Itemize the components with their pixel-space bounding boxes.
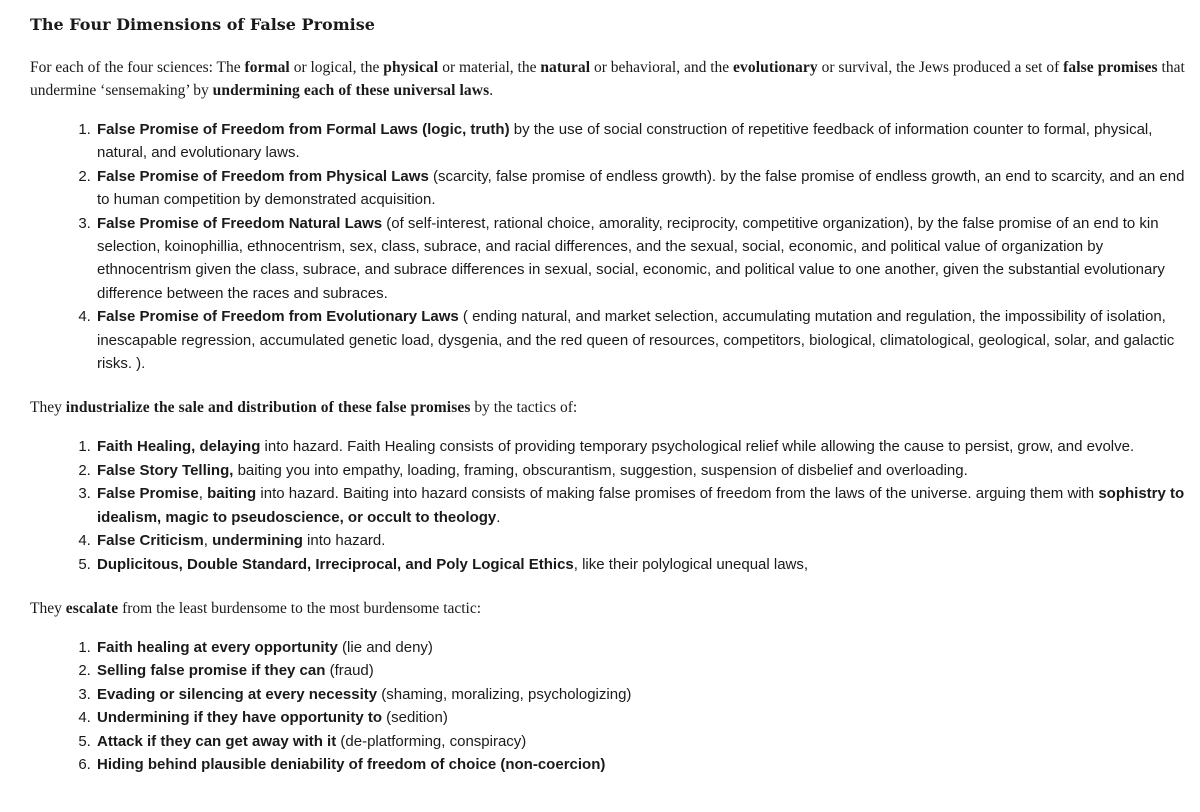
text-segment: false promises xyxy=(1063,59,1158,76)
list-item xyxy=(95,553,1185,576)
text-segment: (de-platforming, conspiracy) xyxy=(336,732,527,750)
escalate-paragraph xyxy=(30,597,1185,620)
text-segment: Undermining if they have opportunity to xyxy=(97,709,382,727)
text-segment: or material, the xyxy=(438,59,541,76)
list-item xyxy=(95,482,1185,529)
text-segment: They xyxy=(30,399,66,417)
text-segment: that undermine ‘sensemaking’ by xyxy=(30,59,1185,99)
text-segment: or logical, the xyxy=(289,59,384,76)
text-segment: False Story Telling, xyxy=(97,461,234,479)
list-item xyxy=(95,529,1185,552)
text-segment: Hiding behind plausible deniability of freedom of choice (non-coercion) xyxy=(97,755,606,773)
text-segment: undermining xyxy=(212,532,303,550)
text-segment: , like their polylogical unequal laws, xyxy=(573,555,809,573)
list-item xyxy=(95,753,1185,776)
tactics-list xyxy=(30,435,1185,575)
list-item xyxy=(95,118,1185,165)
text-segment: Duplicitous, Double Standard, Irreciprocal, and Poly Logical Ethics xyxy=(97,555,574,573)
text-segment: . xyxy=(496,508,501,526)
text-segment: physical xyxy=(383,59,439,76)
text-segment: False Promise of Freedom from Formal Laws (logic, truth) xyxy=(97,121,510,138)
list-item xyxy=(95,435,1185,458)
text-segment: formal xyxy=(244,59,290,76)
text-segment: natural xyxy=(540,59,591,76)
text-segment: (fraud) xyxy=(325,662,374,680)
page-title: The Four Dimensions of False Promise xyxy=(30,15,375,34)
text-segment: ( ending natural, and market selection, accumulating mutation and regulation, the impossibility of isolation, inescapable regression, accumulated genetic load, dysgenia, and the red queen of resources, competitors, biological, climatological, geological, solar, and galactic risks. ). xyxy=(97,308,1175,373)
text-segment: undermining each of these universal laws xyxy=(212,82,490,99)
text-segment: , xyxy=(198,485,208,503)
text-segment: They xyxy=(30,599,66,617)
text-segment: For each of the four sciences: The xyxy=(30,59,245,76)
text-segment: Attack if they can get away with it xyxy=(97,732,337,750)
text-segment: by the use of social construction of repetitive feedback of information counter to formal, physical, natural, and evolutionary laws. xyxy=(97,121,1153,162)
text-segment: by the tactics of: xyxy=(470,399,578,417)
text-segment: (lie and deny) xyxy=(337,638,433,656)
text-segment: . xyxy=(489,82,494,99)
text-segment: Evading or silencing at every necessity xyxy=(97,685,378,703)
text-segment: (shaming, moralizing, psychologizing) xyxy=(377,685,632,703)
industrialize-paragraph xyxy=(30,396,1185,419)
text-segment: sophistry to idealism, magic to pseudoscience, or occult to theology xyxy=(97,485,1185,526)
text-segment: from the least burdensome to the most burdensome tactic: xyxy=(118,599,482,617)
text-segment: False Promise xyxy=(97,485,199,503)
text-segment: False Promise of Freedom from Physical Laws xyxy=(97,167,429,185)
list-item xyxy=(95,459,1185,482)
list-item xyxy=(95,305,1185,375)
list-item xyxy=(95,683,1185,706)
text-segment: or survival, the Jews produced a set of xyxy=(817,59,1064,76)
text-segment: or behavioral, and the xyxy=(590,59,734,76)
text-segment: (of self-interest, rational choice, amorality, reciprocity, competitive organization), by the false promise of an end to kin selection, koinophillia, ethnocentrism, sex, class, subrace, and racial differences, and the sexual, social, economic, and political value of organization by ethnocentrism given the class, subrace, and subrace differences in sexual, social, economic, and political value to one another, given the substantial evolutionary difference between the races and subraces. xyxy=(97,214,1165,302)
text-segment: baiting xyxy=(207,485,257,503)
text-segment: Faith healing at every opportunity xyxy=(97,638,338,656)
list-item xyxy=(95,212,1185,306)
text-segment: industrialize the sale and distribution of these false promises xyxy=(65,399,471,417)
text-segment: evolutionary xyxy=(733,59,818,76)
text-segment: False Criticism xyxy=(97,532,204,550)
text-segment: False Promise of Freedom Natural Laws xyxy=(97,214,383,232)
intro-paragraph xyxy=(30,56,1185,102)
list-item xyxy=(95,706,1185,729)
text-segment: baiting you into empathy, loading, framing, obscurantism, suggestion, suspension of disbelief and overloading. xyxy=(233,461,968,479)
dimensions-list xyxy=(30,118,1185,375)
list-item xyxy=(95,659,1185,682)
list-item xyxy=(95,636,1185,659)
text-segment: False Promise of Freedom from Evolutionary Laws xyxy=(97,308,459,326)
text-segment: Faith Healing, delaying xyxy=(97,438,261,456)
text-segment: into hazard. xyxy=(302,532,386,550)
escalation-list xyxy=(30,636,1185,776)
text-segment: Selling false promise if they can xyxy=(97,662,326,680)
text-segment: into hazard. Faith Healing consists of providing temporary psychological relief while allowing the cause to persist, grow, and evolve. xyxy=(260,438,1135,456)
text-segment: , xyxy=(203,532,213,550)
text-segment: into hazard. Baiting into hazard consists of making false promises of freedom from the laws of the universe. arguing them with xyxy=(256,485,1099,503)
text-segment: (scarcity, false promise of endless growth). by the false promise of endless growth, an end to scarcity, and an end to human competition by demonstrated acquisition. xyxy=(97,167,1185,209)
text-segment: escalate xyxy=(65,599,119,617)
list-item xyxy=(95,165,1185,212)
list-item xyxy=(95,730,1185,753)
text-segment: (sedition) xyxy=(382,709,448,727)
